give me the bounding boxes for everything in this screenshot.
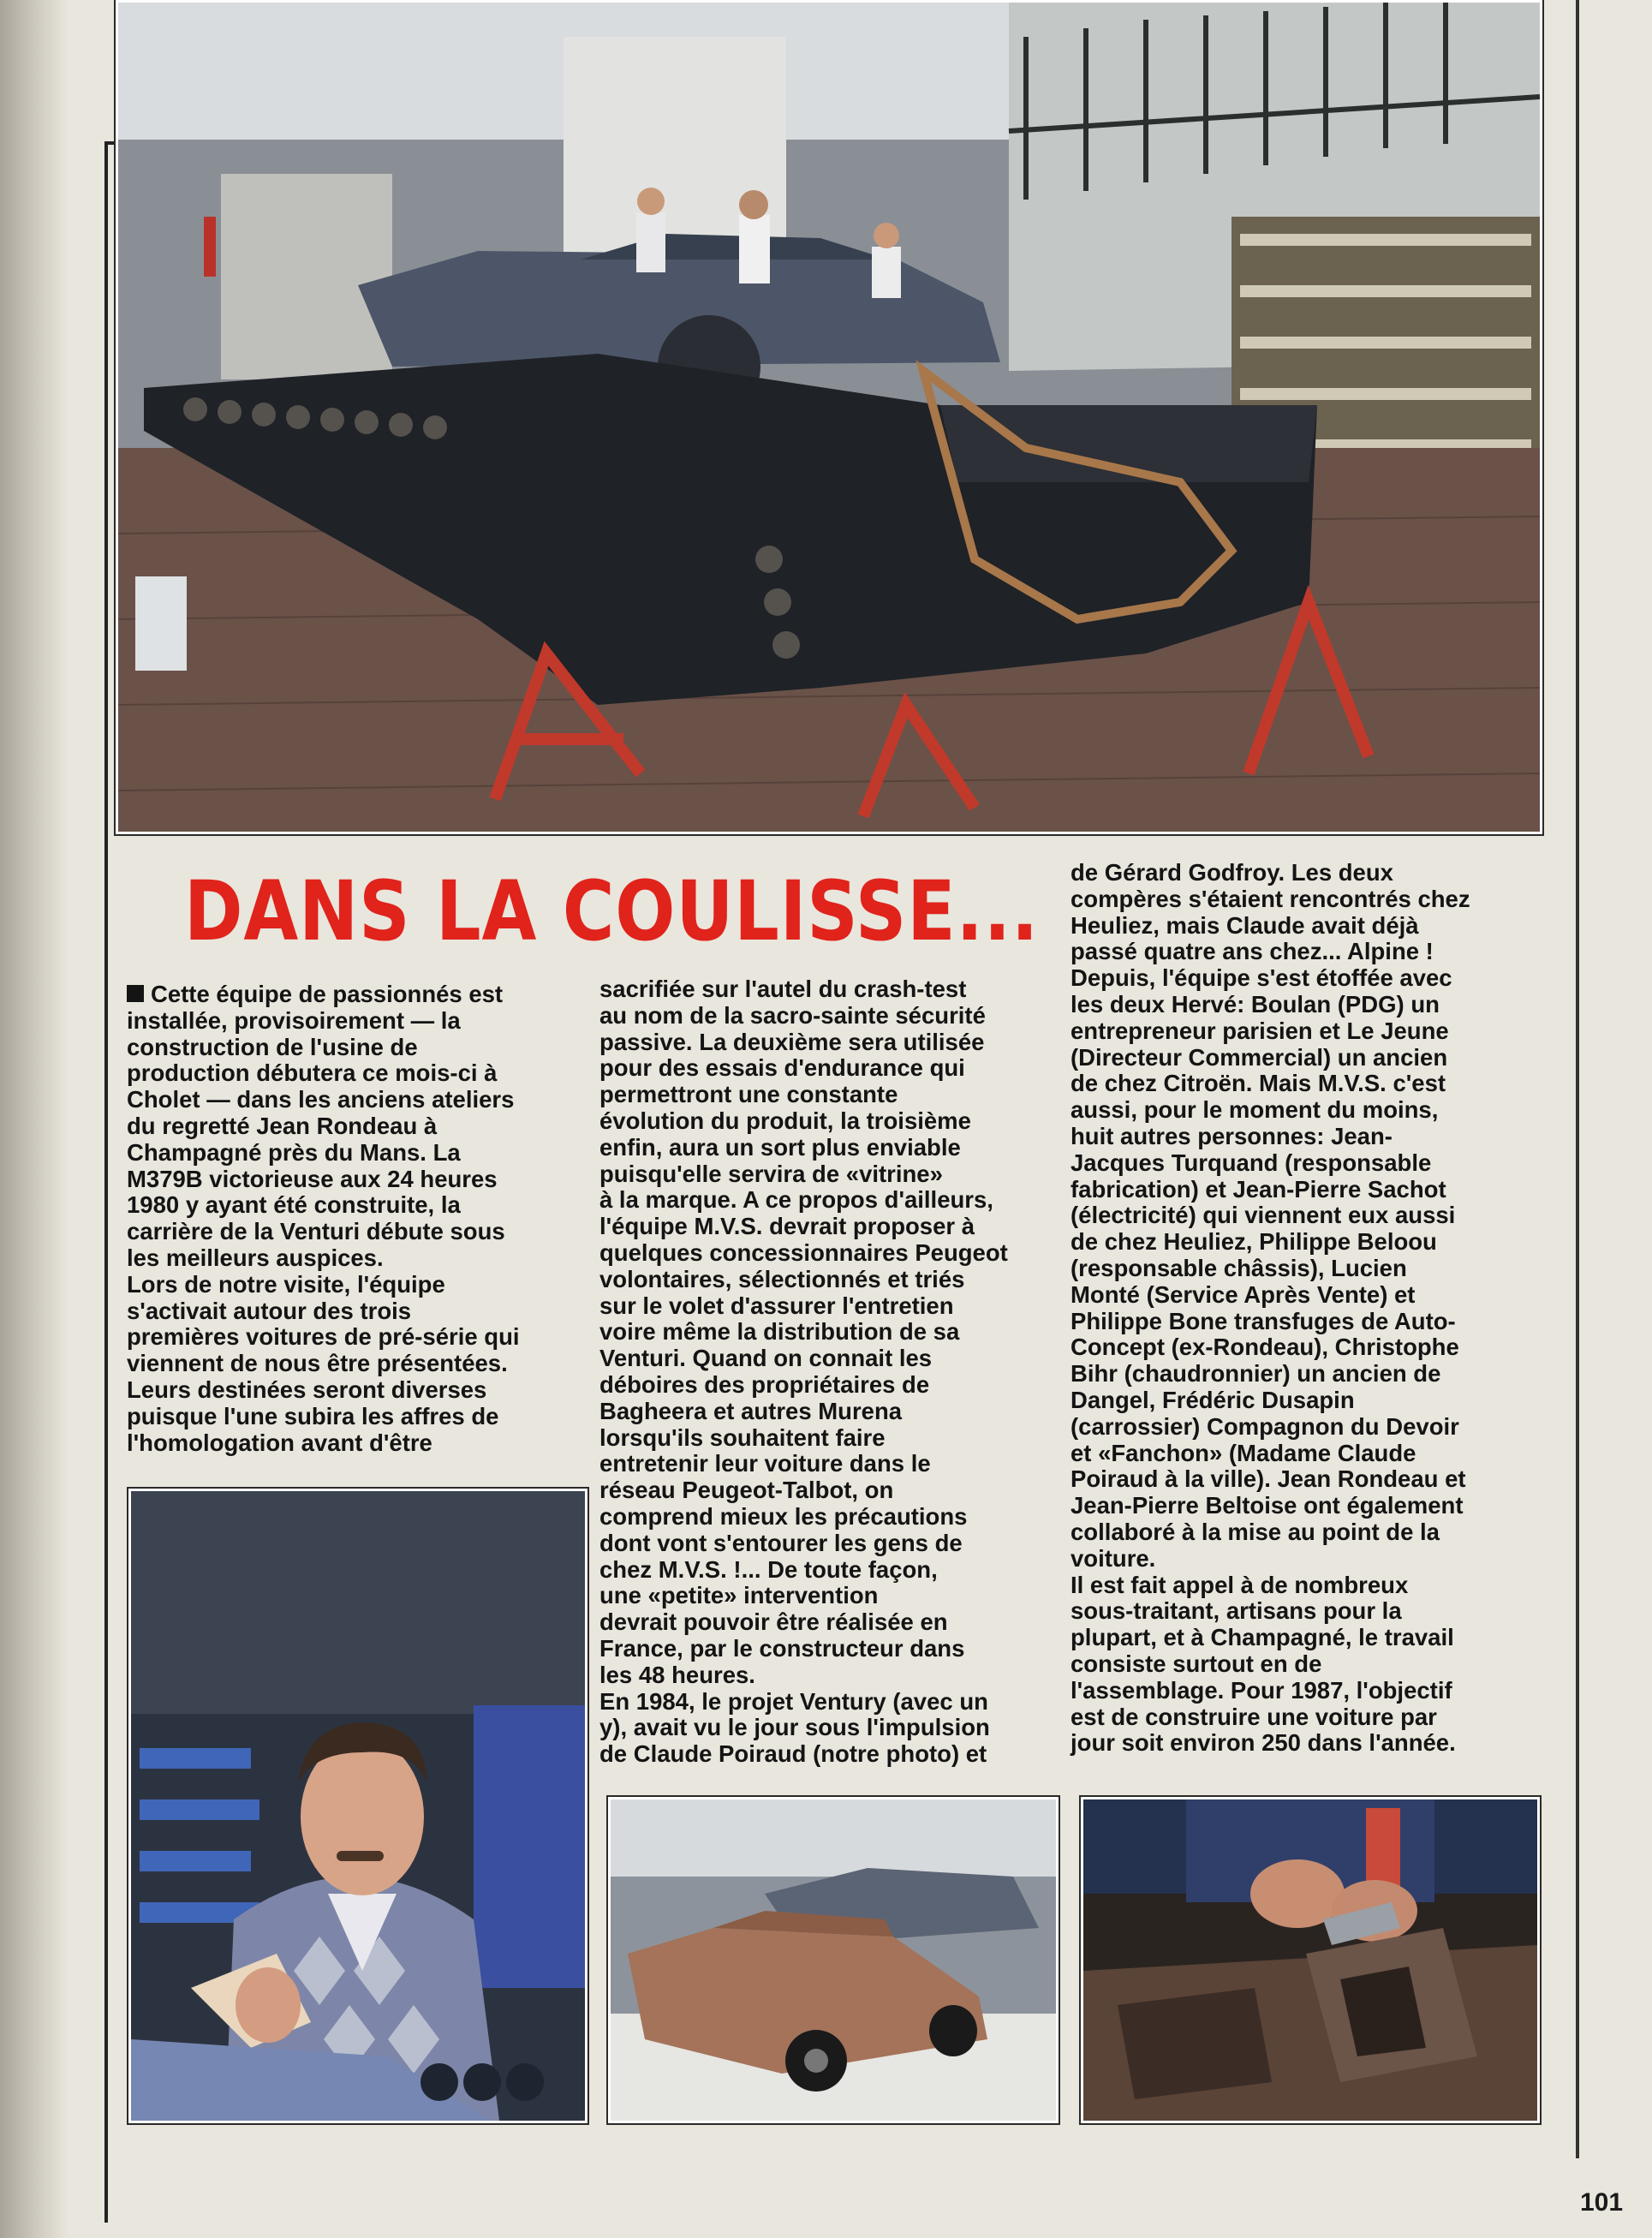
text-line: huit autres personnes: Jean- [1071,1122,1393,1149]
left-frame-rule [104,141,108,2223]
text-line: Leurs destinées seront diverses [127,1376,487,1403]
text-line: l'homologation avant d'être [127,1429,432,1456]
text-column-3 [1071,860,1537,1757]
text-line: l'équipe M.V.S. devrait proposer à [599,1213,975,1240]
right-frame-rule [1576,0,1579,2158]
text-line: les meilleurs auspices. [127,1244,384,1271]
text-line: aussi, pour le moment du moins, [1071,1096,1439,1124]
text-line: dont vont s'entourer les gens de [599,1529,963,1556]
text-line: entretenir leur voiture dans le [599,1450,931,1477]
text-line: permettront une constante [599,1081,898,1108]
text-line: En 1984, le projet Ventury (avec un [599,1687,988,1715]
text-line: compères s'étaient rencontrés chez [1071,885,1470,912]
text-line: Jacques Turquand (responsable [1071,1149,1432,1176]
text-line: s'activait autour des trois [127,1297,412,1324]
text-line: Il est fait appel à de nombreux [1071,1571,1409,1598]
text-line: de chez Citroën. Mais M.V.S. c'est [1071,1070,1446,1097]
text-line: (carrossier) Compagnon du Devoir [1071,1412,1459,1440]
text-line: évolution du produit, la troisième [599,1107,971,1134]
text-line: Bihr (chaudronnier) un ancien de [1071,1360,1441,1388]
wooden-model-photo [608,1797,1059,2123]
text-line: les deux Hervé: Boulan (PDG) un [1071,990,1440,1018]
text-line: entrepreneur parisien et Le Jeune [1071,1017,1449,1044]
text-line: de Gérard Godfroy. Les deux [1071,859,1393,886]
text-line: M379B victorieuse aux 24 heures [127,1165,498,1192]
text-line: sous-traitant, artisans pour la [1071,1597,1402,1625]
text-line: de Claude Poiraud (notre photo) et [599,1740,987,1768]
text-column-1 [127,982,564,1456]
text-line: (responsable châssis), Lucien [1071,1254,1407,1281]
text-line: plupart, et à Champagné, le travail [1071,1624,1454,1651]
text-line: pour des essais d'endurance qui [599,1054,965,1082]
text-line: Dangel, Frédéric Dusapin [1071,1386,1355,1413]
text-line: France, par le constructeur dans [599,1634,965,1662]
text-line: sacrifiée sur l'autel du crash-test [599,976,967,1002]
text-line: enfin, aura un sort plus enviable [599,1133,961,1161]
text-line: Venturi. Quand on connait les [599,1345,933,1372]
text-line: construction de l'usine de [127,1033,418,1060]
text-line: de chez Heuliez, Philippe Beloou [1071,1228,1437,1256]
text-line: passé quatre ans chez... Alpine ! [1071,938,1434,965]
page-binding-shadow [0,0,69,2238]
workshop-photo [116,0,1542,834]
text-line: Bagheera et autres Murena [599,1397,903,1424]
text-line: voire même la distribution de sa [599,1318,960,1346]
article-title: DANS LA COULISSE... [184,863,1040,959]
text-line: puisque l'une subira les affres de [127,1402,499,1429]
text-line: y), avait vu le jour sous l'impulsion [599,1714,990,1741]
text-line: Concept (ex-Rondeau), Christophe [1071,1334,1459,1361]
text-line: installée, provisoirement — la [127,1006,461,1034]
text-line: jour soit environ 250 dans l'année. [1071,1729,1456,1757]
text-line: (électricité) qui viennent eux aussi [1071,1202,1456,1229]
text-line: Cette équipe de passionnés est [127,982,564,1008]
text-line: quelques concessionnaires Peugeot [599,1238,1008,1266]
text-line: réseau Peugeot-Talbot, on [599,1477,894,1504]
text-line: Philippe Bone transfuges de Auto- [1071,1307,1456,1334]
text-line: collaboré à la mise au point de la [1071,1518,1440,1545]
text-line: 1980 y ayant été construite, la [127,1191,461,1219]
portrait-photo [128,1489,587,2123]
text-line: Heuliez, mais Claude avait déjà [1071,911,1419,939]
text-line: voiture. [1071,1544,1156,1572]
text-line: chez M.V.S. !... De toute façon, [599,1555,938,1583]
text-line: viennent de nous être présentées. [127,1350,508,1377]
text-line: du regretté Jean Rondeau à [127,1112,438,1139]
text-line: carrière de la Venturi débute sous [127,1218,505,1245]
text-line: au nom de la sacro-sainte sécurité [599,1001,986,1029]
text-line: l'assemblage. Pour 1987, l'objectif [1071,1676,1452,1704]
text-column-2 [599,976,1041,1768]
text-line: Depuis, l'équipe s'est étoffée avec [1071,964,1452,992]
text-line: Champagné près du Mans. La [127,1138,461,1166]
text-line: volontaires, sélectionnés et triés [599,1265,965,1292]
text-line: fabrication) et Jean-Pierre Sachot [1071,1175,1446,1203]
text-line: déboires des propriétaires de [599,1370,930,1398]
text-line: à la marque. A ce propos d'ailleurs, [599,1186,993,1214]
text-line: les 48 heures. [599,1661,755,1688]
text-line: comprend mieux les précautions [599,1502,968,1530]
text-line: est de construire une voiture par [1071,1703,1437,1730]
text-line: (Directeur Commercial) un ancien [1071,1043,1448,1071]
text-line: devrait pouvoir être réalisée en [599,1608,948,1636]
text-line: production débutera ce mois-ci à [127,1059,498,1087]
square-bullet-icon [127,985,144,1002]
text-line: Lors de notre visite, l'équipe [127,1270,445,1298]
text-line: et «Fanchon» (Madame Claude [1071,1439,1416,1466]
text-line: Jean-Pierre Beltoise ont également [1071,1492,1464,1519]
text-line: Poiraud à la ville). Jean Rondeau et [1071,1465,1466,1493]
text-line: Monté (Service Après Vente) et [1071,1280,1416,1308]
text-line: passive. La deuxième sera utilisée [599,1028,985,1055]
text-line: consiste surtout en de [1071,1650,1322,1677]
text-line: une «petite» intervention [599,1582,879,1609]
text-line: sur le volet d'assurer l'entretien [599,1292,954,1319]
text-line: premières voitures de pré-série qui [127,1323,520,1351]
text-line: Cholet — dans les anciens ateliers [127,1086,515,1113]
page-number: 101 [1580,2188,1624,2217]
text-line: lorsqu'ils souhaitent faire [599,1423,886,1451]
text-line: puisqu'elle servira de «vitrine» [599,1160,943,1187]
mold-work-photo [1081,1797,1540,2123]
